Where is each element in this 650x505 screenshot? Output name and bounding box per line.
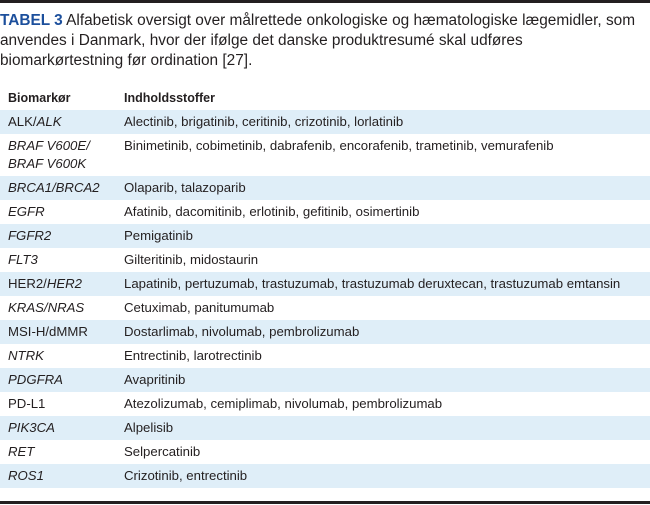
biomarker-gene-text: ALK <box>36 114 62 129</box>
biomarker-text: MSI-H/dMMR <box>8 324 88 339</box>
biomarker-gene-text: EGFR <box>8 204 45 219</box>
biomarker-cell <box>8 227 120 245</box>
biomarker-gene-text: BRCA1/BRCA2 <box>8 180 100 195</box>
drugs-cell: Olaparib, talazoparib <box>124 180 246 195</box>
table-row <box>0 296 650 320</box>
table-row <box>0 176 650 200</box>
biomarker-text: PD-L1 <box>8 396 46 411</box>
biomarker-cell <box>8 179 120 197</box>
biomarker-cell <box>8 323 120 341</box>
biomarker-gene-text: NTRK <box>8 348 44 363</box>
biomarker-gene-text: FLT3 <box>8 252 38 267</box>
drugs-cell: Crizotinib, entrectinib <box>124 468 248 483</box>
biomarker-gene-text: RET <box>8 444 35 459</box>
table-row <box>0 464 650 488</box>
biomarker-cell <box>8 113 120 131</box>
biomarker-cell <box>8 347 120 365</box>
top-rule <box>0 0 650 3</box>
biomarker-gene-text: HER2 <box>46 276 83 291</box>
drugs-cell: Binimetinib, cobimetinib, dabrafenib, encorafenib, trametinib, vemurafenib <box>124 138 554 153</box>
drugs-cell: Cetuximab, panitumumab <box>124 300 275 315</box>
caption-text: Alfabetisk oversigt over målrettede onkologiske og hæmatologiske lægemidler, som anvendes i Danmark, hvor der ifølge det danske produktresumé skal udføres biomarkørtestning før ordination [27]. <box>0 12 636 69</box>
biomarker-cell <box>8 443 120 461</box>
biomarker-cell <box>8 251 120 269</box>
drugs-cell: Dostarlimab, nivolumab, pembrolizumab <box>124 324 360 339</box>
drugs-cell: Atezolizumab, cemiplimab, nivolumab, pembrolizumab <box>124 396 443 411</box>
biomarker-gene-text: PDGFRA <box>8 372 63 387</box>
table-header-row <box>0 86 650 110</box>
drugs-cell: Selpercatinib <box>124 444 201 459</box>
table-label: TABEL 3 <box>0 12 63 29</box>
drugs-cell: Pemigatinib <box>124 228 193 243</box>
table-row <box>0 320 650 344</box>
table-row <box>0 248 650 272</box>
table-row <box>0 392 650 416</box>
header-biomarker: Biomarkør <box>8 91 71 105</box>
drugs-cell: Gilteritinib, midostaurin <box>124 252 259 267</box>
table-row <box>0 440 650 464</box>
biomarker-cell <box>8 467 120 485</box>
biomarker-cell <box>8 275 120 293</box>
table-row <box>0 224 650 248</box>
drugs-cell: Entrectinib, larotrectinib <box>124 348 262 363</box>
biomarker-cell <box>8 299 120 317</box>
drugs-cell: Afatinib, dacomitinib, erlotinib, gefitinib, osimertinib <box>124 204 420 219</box>
biomarker-text: ALK/ <box>8 114 37 129</box>
table-row <box>0 200 650 224</box>
table-row <box>0 134 650 176</box>
biomarker-cell <box>8 419 120 437</box>
table-row <box>0 416 650 440</box>
biomarker-cell <box>8 203 120 221</box>
bottom-rule <box>0 501 650 504</box>
table-body <box>0 110 650 488</box>
table-caption <box>0 11 648 71</box>
header-drugs: Indholdsstoffer <box>124 91 215 105</box>
biomarker-gene-text: FGFR2 <box>8 228 52 243</box>
biomarker-cell <box>8 395 120 413</box>
drugs-cell: Lapatinib, pertuzumab, trastuzumab, trastuzumab deruxtecan, trastuzumab emtansin <box>124 276 621 291</box>
drugs-cell: Avapritinib <box>124 372 186 387</box>
biomarker-cell <box>8 137 120 173</box>
table-row <box>0 110 650 134</box>
biomarker-gene-text: PIK3CA <box>8 420 55 435</box>
biomarker-gene-text: ROS1 <box>8 468 44 483</box>
table-row <box>0 344 650 368</box>
biomarker-gene-text: KRAS/NRAS <box>8 300 85 315</box>
biomarker-cell <box>8 371 120 389</box>
table-row <box>0 272 650 296</box>
biomarker-text: HER2/ <box>8 276 47 291</box>
table-row <box>0 368 650 392</box>
biomarker-gene-text: BRAF V600E/ BRAF V600K <box>8 138 90 171</box>
drugs-cell: Alpelisib <box>124 420 174 435</box>
drugs-cell: Alectinib, brigatinib, ceritinib, crizotinib, lorlatinib <box>124 114 404 129</box>
